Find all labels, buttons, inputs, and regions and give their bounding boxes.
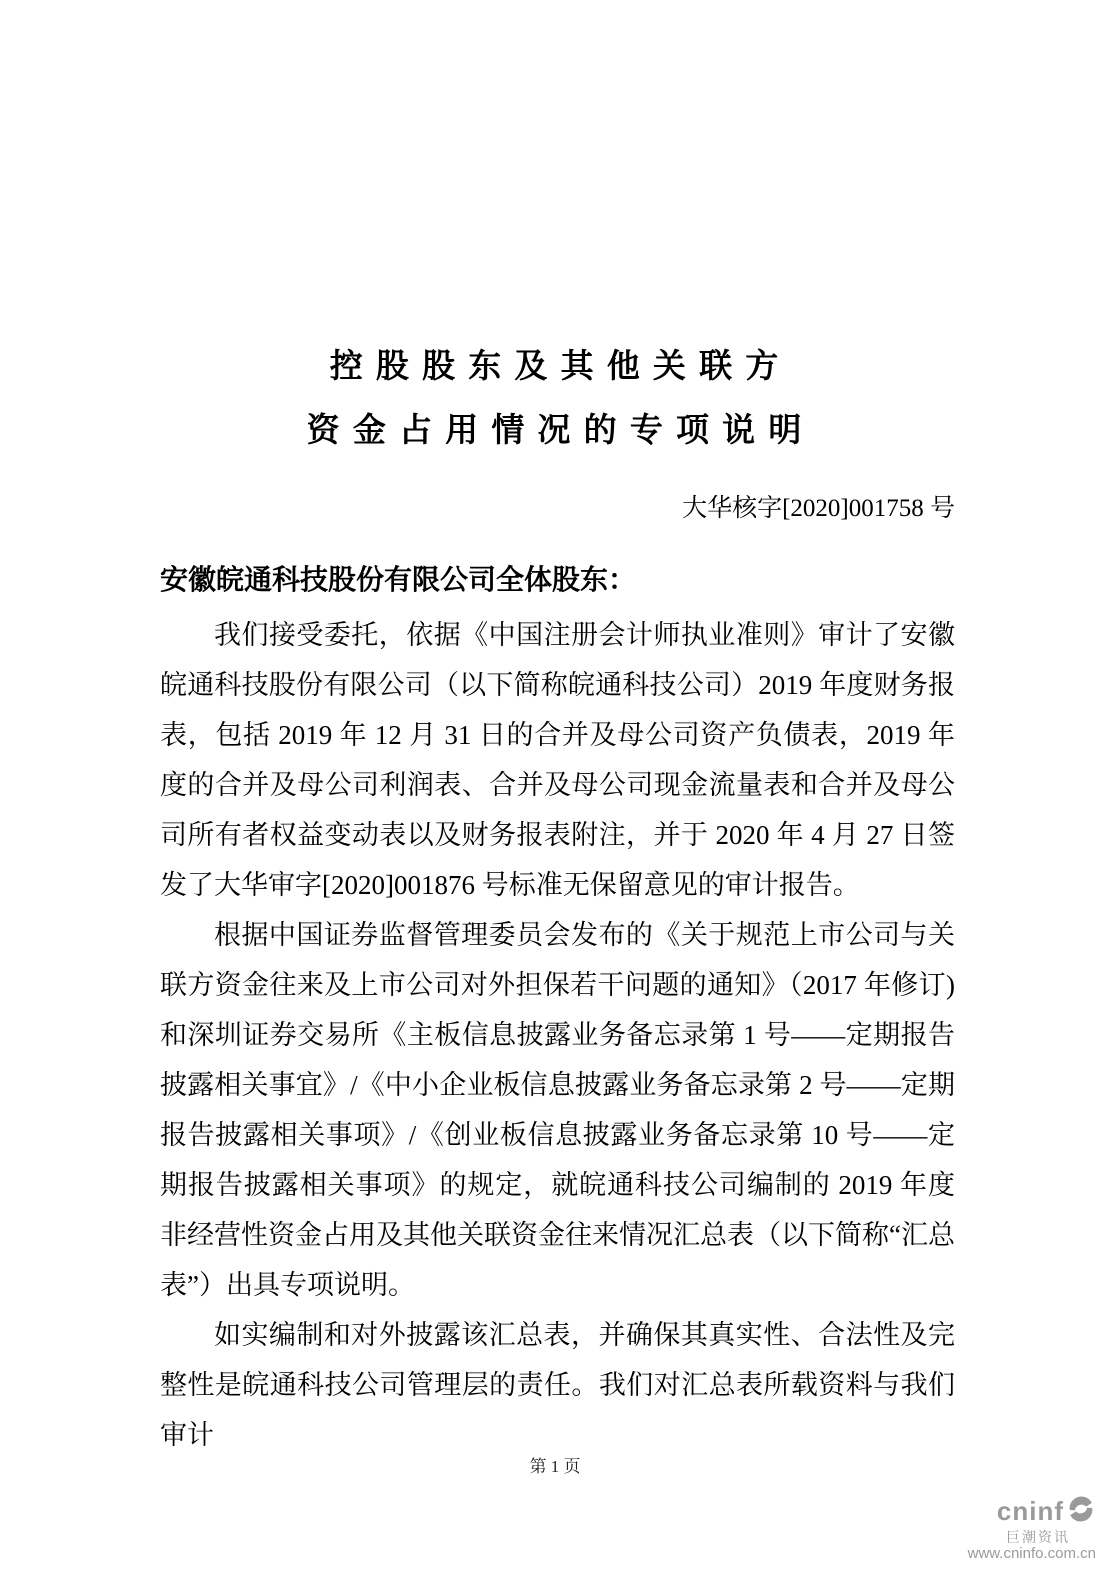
page-number: 第 1 页 [529,1457,581,1476]
document-title [0,334,1110,462]
cninfo-brand-row [946,1494,1096,1529]
document-reference-number: 大华核字[2020]001758 号 [682,495,955,522]
paragraph-audit-engagement: 我们接受委托，依据《中国注册会计师执业准则》审计了安徽皖通科技股份有限公司（以下简称皖通科技公司）2019 年度财务报表，包括 2019 年 12 月 31 日的合并及母公司资产负债表，2019 年度的合并及母公司利润表、合并及母公司现金流量表和合并及母公司所有者权益变动表以及财务报表附注，并于 2020 年 4 月 27 日签发了大华审字[2020]001876 号标准无保留意见的审计报告。 [160,620,955,900]
cninfo-url: www.cninfo.com.cn [967,1544,1096,1562]
cninfo-brand-chinese: 巨潮资讯 [1006,1528,1070,1545]
document-body [160,610,955,1460]
paragraph-regulation-basis: 根据中国证券监督管理委员会发布的《关于规范上市公司与关联方资金往来及上市公司对外担保若干问题的通知》（2017 年修订)和深圳证券交易所《主板信息披露业务备忘录第 1 号——定期报告披露相关事宜》/《中小企业板信息披露业务备忘录第 2 号——定期报告披露相关事项》/《创业板信息披露业务备忘录第 10 号——定期报告披露相关事项》的规定，就皖通科技公司编制的 2019 年度非经营性资金占用及其他关联资金往来情况汇总表（以下简称“汇总表”）出具专项说明。 [160,920,955,1300]
salutation-line: 安徽皖通科技股份有限公司全体股东： [160,565,637,596]
cninfo-logo [946,1494,1096,1562]
cninfo-brand-text: cninf [996,1496,1064,1526]
document-title-line2: 资 金 占 用 情 况 的 专 项 说 明 [306,411,804,448]
paragraph-management-responsibility: 如实编制和对外披露该汇总表，并确保其真实性、合法性及完整性是皖通科技公司管理层的责任。我们对汇总表所载资料与我们审计 [160,1320,955,1450]
document-title-line1: 控 股 股 东 及 其 他 关 联 方 [329,347,781,384]
swoosh-icon [1066,1494,1096,1529]
